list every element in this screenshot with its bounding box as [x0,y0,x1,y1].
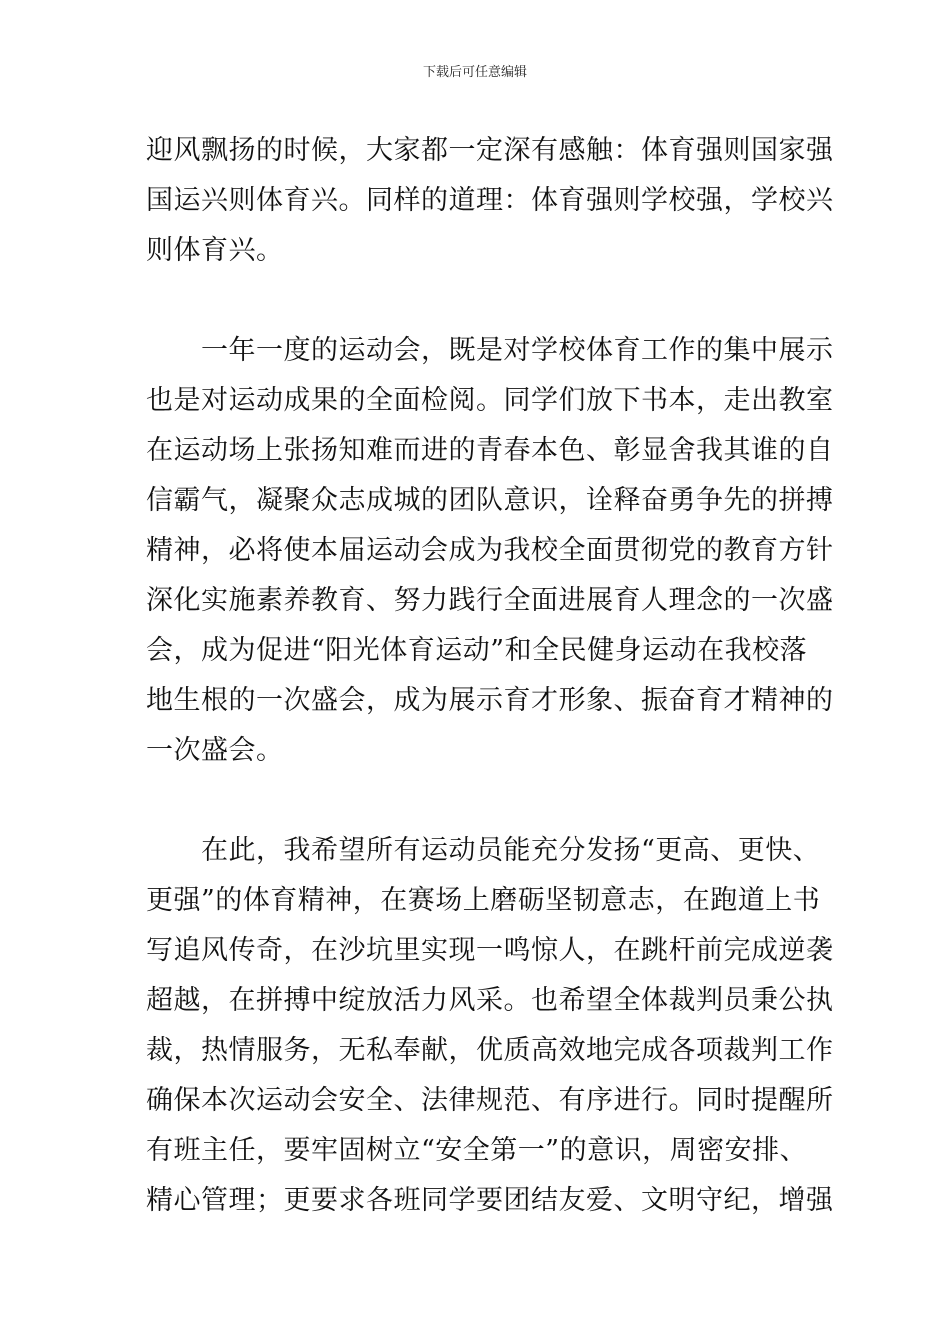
text-line: 会，成为促进“阳光体育运动”和全民健身运动在我校落 [146,635,808,666]
text-line: 国运兴则体育兴。同样的道理：体育强则学校强，学校兴 [146,185,834,216]
text-line: 一年一度的运动会，既是对学校体育工作的集中展示 [146,335,834,366]
text-line: 也是对运动成果的全面检阅。同学们放下书本，走出教室 [146,385,834,416]
text-line: 则体育兴。 [146,235,284,266]
text-line: 深化实施素养教育、努力践行全面进展育人理念的一次盛 [146,585,834,616]
text-line: 写追风传奇，在沙坑里实现一鸣惊人，在跳杆前完成逆袭 [146,935,834,966]
text-line: 确保本次运动会安全、法律规范、有序进行。同时提醒所 [146,1085,834,1116]
paragraph-spacer [146,276,811,326]
paragraph-3 [146,826,834,1226]
text-line: 精神，必将使本届运动会成为我校全面贯彻党的教育方针 [146,535,834,566]
text-line: 精心管理；更要求各班同学要团结友爱、文明守纪，增强 [146,1185,834,1216]
text-line: 一次盛会。 [146,735,284,766]
paragraph-2 [146,326,834,776]
text-line: 迎风飘扬的时候，大家都一定深有感触：体育强则国家强 [146,135,834,166]
paragraph-spacer [146,776,811,826]
text-line: 在此，我希望所有运动员能充分发扬“更高、更快、 [146,835,821,866]
page-header: 下载后可任意编辑 [422,65,527,80]
text-line: 裁，热情服务，无私奉献，优质高效地完成各项裁判工作 [146,1035,834,1066]
text-line: 更强”的体育精神，在赛场上磨砺坚韧意志，在跑道上书 [146,885,821,916]
text-line: 信霸气，凝聚众志成城的团队意识，诠释奋勇争先的拼搏 [146,485,834,516]
text-line: 地生根的一次盛会，成为展示育才形象、振奋育才精神的 [146,685,834,716]
text-line: 有班主任，要牢固树立“安全第一”的意识，周密安排、 [146,1135,808,1166]
text-line: 在运动场上张扬知难而进的青春本色、彰显舍我其谁的自 [146,435,834,466]
document-body [146,126,834,1226]
paragraph-1 [146,126,834,276]
text-line: 超越，在拼搏中绽放活力风采。也希望全体裁判员秉公执 [146,985,834,1016]
